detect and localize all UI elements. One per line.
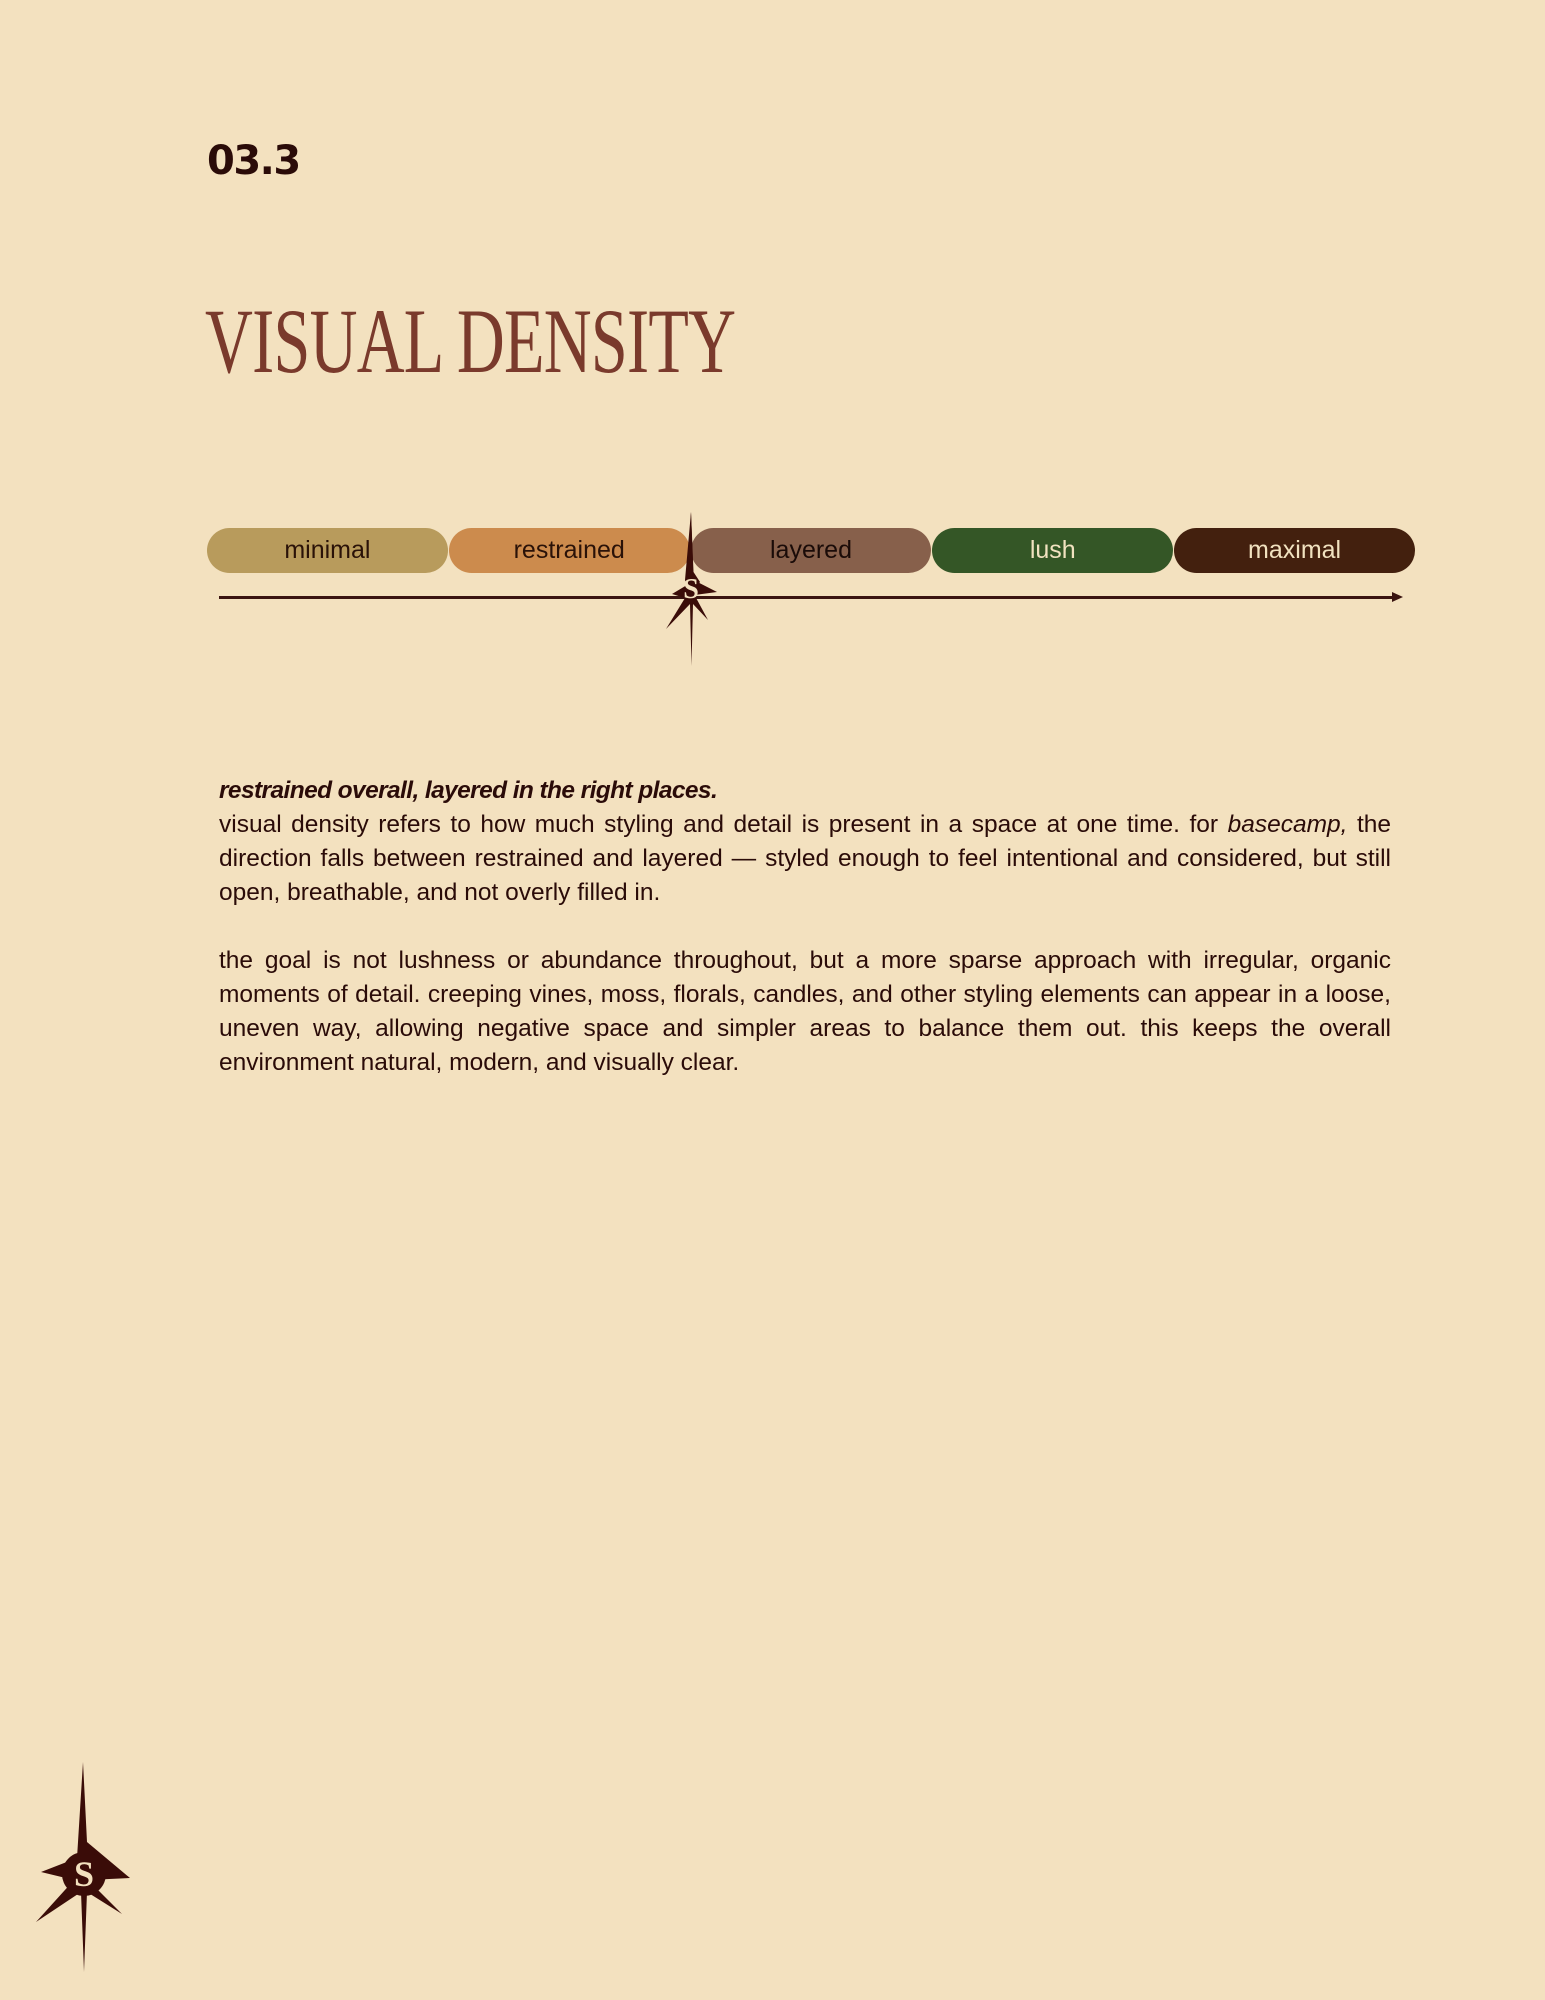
star-s-logo-icon [34, 1762, 134, 1972]
scale-segment-layered: layered [691, 528, 932, 573]
page-title: VISUAL DENSITY [205, 290, 736, 392]
basecamp-emphasis: basecamp, [1227, 811, 1348, 838]
p1-part-a: visual density refers to how much styling and detail is present in a space at one time. for [219, 811, 1228, 838]
marker-letter: S [683, 574, 699, 605]
scale-axis [219, 596, 1396, 599]
star-s-icon [656, 512, 726, 666]
lead-sentence: restrained overall, layered in the right places. [219, 777, 718, 804]
paragraph-1 [219, 808, 1391, 910]
density-scale [207, 528, 1415, 573]
logo-letter: S [73, 1854, 95, 1894]
scale-segment-maximal: maximal [1174, 528, 1415, 573]
section-number: 03.3 [207, 138, 300, 184]
scale-segment-minimal: minimal [207, 528, 448, 573]
scale-segment-restrained: restrained [449, 528, 690, 573]
body-text [219, 774, 1391, 1080]
paragraph-2: the goal is not lushness or abundance throughout, but a more sparse approach with irregular, organic moments of detail. creeping vines, moss, florals, candles, and other styling elements can appear in a loose, uneven way, allowing negative space and simpler areas to balance them out. this keeps the overall environment natural, modern, and visually clear. [219, 947, 1391, 1076]
p1-part-b: the direction falls between restrained and layered — styled enough to feel intentional and considered, but still open, breathable, and not overly filled in. [219, 811, 1391, 906]
scale-segment-lush: lush [932, 528, 1173, 573]
axis-arrowhead [1392, 592, 1403, 602]
